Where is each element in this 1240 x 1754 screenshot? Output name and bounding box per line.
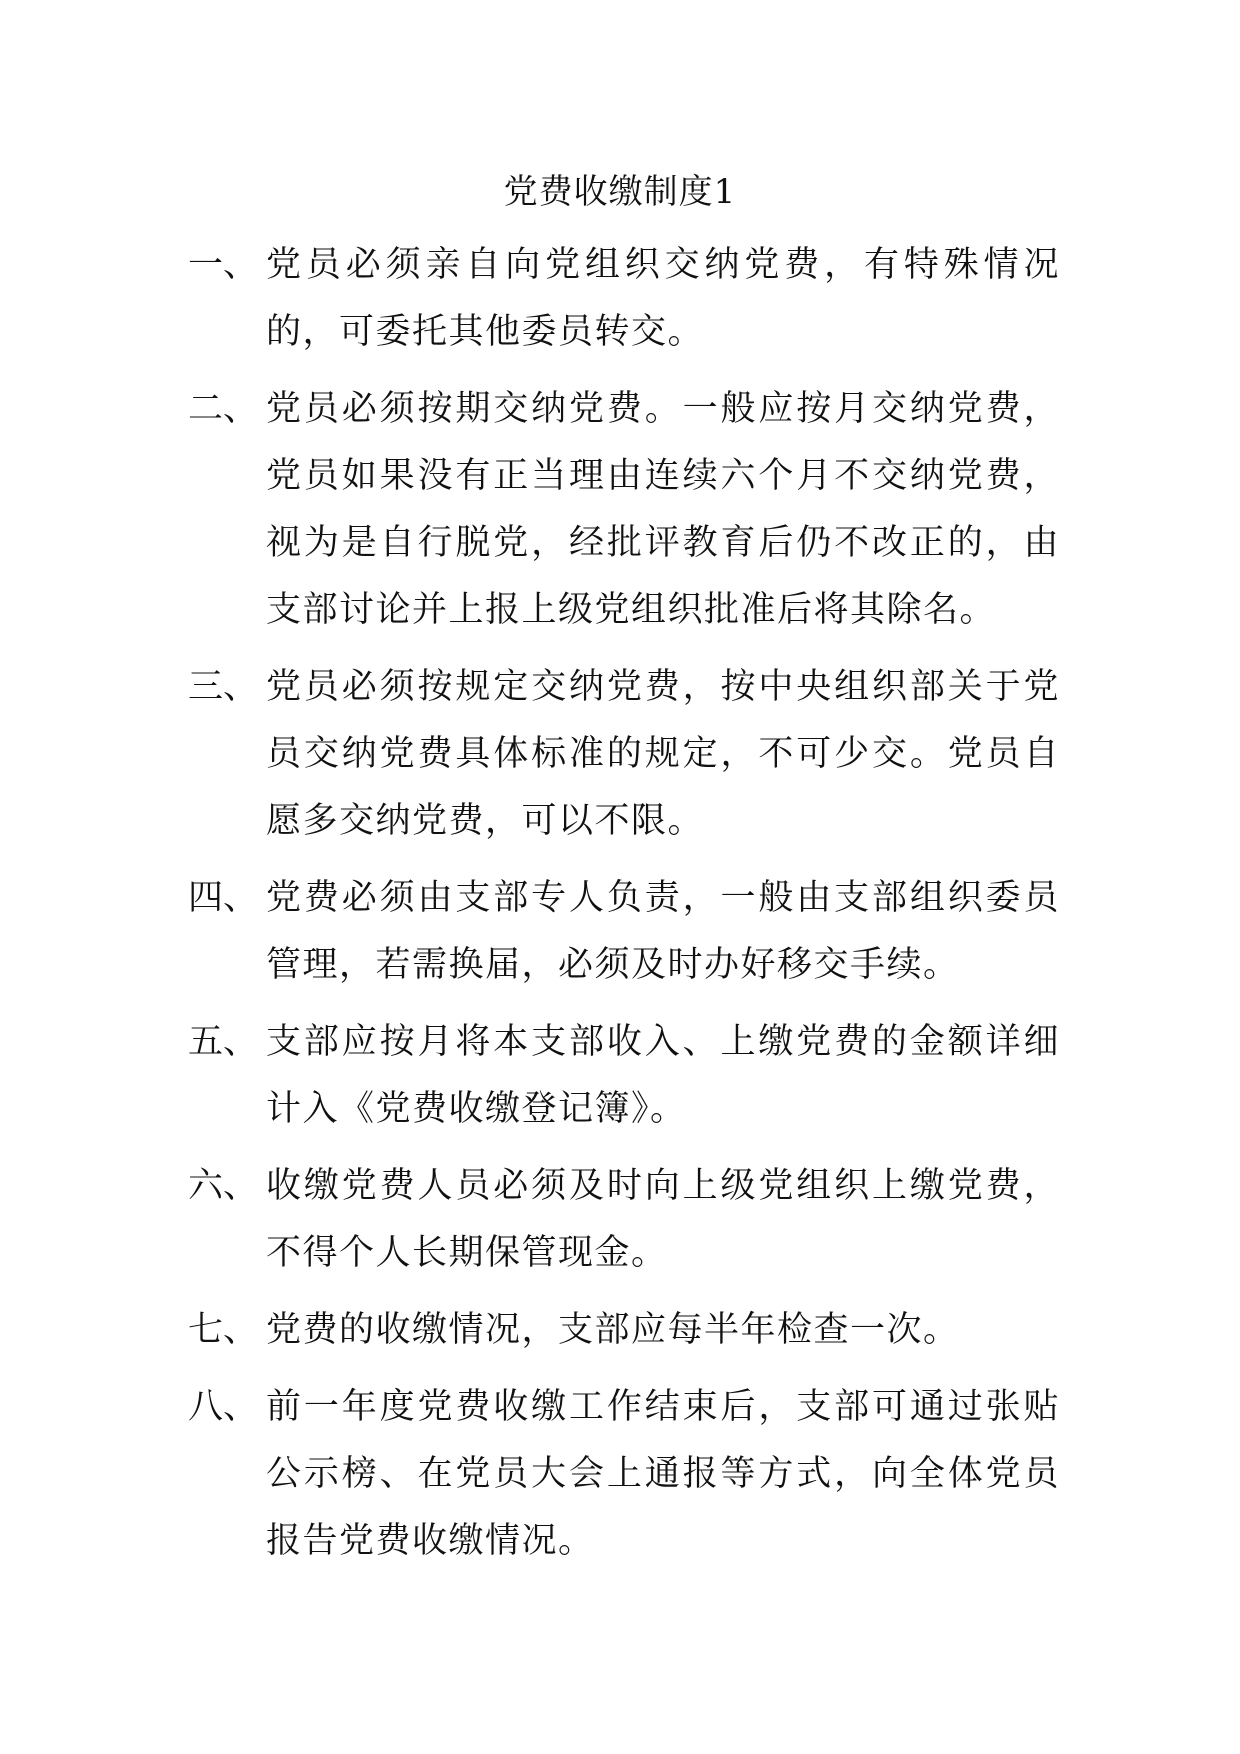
clause-text: 党员必须亲自向党组织交纳党费，有特殊情况的，可委托其他委员转交。 (266, 245, 1060, 352)
clause-item-2 (188, 376, 1060, 644)
clause-item-1 (188, 232, 1060, 366)
clause-text: 党费的收缴情况，支部应每半年检查一次。 (266, 1310, 960, 1350)
clause-number: 六、 (188, 1166, 259, 1206)
clause-number: 一、 (188, 245, 259, 285)
clause-number: 八、 (188, 1387, 259, 1427)
clause-text: 支部应按月将本支部收入、上缴党费的金额详细计入《党费收缴登记簿》。 (266, 1022, 1060, 1129)
document-title: 党费收缴制度1 (503, 172, 737, 212)
clause-text: 党员必须按规定交纳党费，按中央组织部关于党员交纳党费具体标准的规定，不可少交。党员自愿多交纳党费，可以不限。 (266, 667, 1060, 841)
clause-number: 七、 (188, 1310, 259, 1350)
clause-item-7 (188, 1297, 1060, 1364)
clause-item-8 (188, 1374, 1060, 1575)
clause-text: 党员必须按期交纳党费。一般应按月交纳党费，党员如果没有正当理由连续六个月不交纳党费，视为是自行脱党，经批评教育后仍不改正的，由支部讨论并上报上级党组织批准后将其除名。 (266, 389, 1060, 630)
clause-number: 二、 (188, 389, 259, 429)
clause-item-5 (188, 1009, 1060, 1143)
clause-item-3 (188, 654, 1060, 855)
clause-number: 五、 (188, 1022, 259, 1062)
clause-number: 四、 (188, 878, 259, 918)
clause-text: 党费必须由支部专人负责，一般由支部组织委员管理，若需换届，必须及时办好移交手续。 (266, 878, 1060, 985)
clause-list (188, 232, 1060, 1585)
clause-item-6 (188, 1153, 1060, 1287)
clause-text: 收缴党费人员必须及时向上级党组织上缴党费，不得个人长期保管现金。 (266, 1166, 1060, 1273)
clause-number: 三、 (188, 667, 259, 707)
clause-item-4 (188, 865, 1060, 999)
clause-text: 前一年度党费收缴工作结束后，支部可通过张贴公示榜、在党员大会上通报等方式，向全体党员报告党费收缴情况。 (266, 1387, 1060, 1561)
